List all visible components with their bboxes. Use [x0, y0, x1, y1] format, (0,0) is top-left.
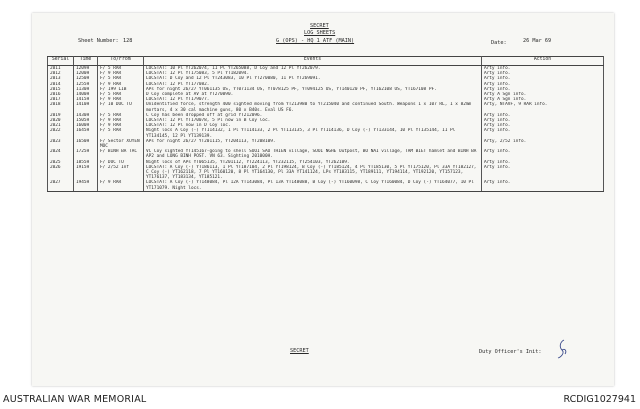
row-action: Arty info. [482, 82, 604, 87]
row-serial: 2021 [48, 123, 74, 128]
row-action: Arty info. [482, 128, 604, 138]
classification-bottom: SECRET [290, 348, 309, 354]
row-time: 1505H [74, 118, 98, 123]
unit-heading: G (OPS) - HQ 1 ATF (MAIN) [276, 38, 355, 44]
row-serial: 2020 [48, 118, 74, 123]
date-label: Date: [491, 40, 507, 46]
row-event: D Coy complete at AV at YT270090. [144, 92, 482, 97]
row-to-from: F/ 5 RAR [98, 76, 144, 81]
row-time: 1600H [74, 123, 98, 128]
row-time: 1645H [74, 128, 98, 138]
table-row [48, 128, 604, 138]
row-event: LOCSTAT: 12 Pl YT175083, 5 Pl YT182094. [144, 71, 482, 76]
sheet-number-value: 128 [123, 38, 133, 44]
column-header-events: Events [144, 57, 482, 66]
row-to-from: F/ DUC TU [98, 160, 144, 165]
row-event: VC Coy sighted YT145167-going to shell SUOI SAO THIEN village, SUOI NGHE Outpost, BO NAI village, TAM BIET hamlet and BINH BA AP2 and LONG BINH POST. VN 63. Sighting 201000H. [144, 149, 482, 159]
column-header-time: Time [74, 57, 98, 66]
row-serial: 2017 [48, 97, 74, 102]
row-to-from: F/ 9 RAR [98, 118, 144, 123]
row-time: 1650H [74, 139, 98, 149]
row-serial: 2016 [48, 92, 74, 97]
events-log-table [47, 56, 604, 192]
row-action: Arty info. [482, 76, 604, 81]
row-time: 1945H [74, 180, 98, 191]
row-time: 1130H [74, 87, 98, 92]
row-to-from: F/ 9 RAR [98, 123, 144, 128]
row-time: 1200H [74, 71, 98, 76]
row-serial: 2012 [48, 71, 74, 76]
row-to-from: F/ 5 RAR [98, 128, 144, 138]
row-time: 1250H [74, 76, 98, 81]
row-to-from: F/ 2/52 Inf [98, 165, 144, 181]
row-event: APs for night 26/27 YT061135 US, YT071134 US, YT078125 PF, YT094125 US, YT140120 PF, YT162108 US, YT167108 PF. [144, 87, 482, 92]
row-time: 1400H [74, 92, 98, 97]
row-action: Arty A Sgn info. [482, 92, 604, 97]
date-value: 26 Mar 69 [523, 38, 552, 44]
row-action: Arty info. [482, 113, 604, 118]
row-time: 1915H [74, 165, 98, 181]
row-serial: 2022 [48, 128, 74, 138]
row-event: LOCSTAT: 12 Pl now in D Coy loc. [144, 123, 482, 128]
row-serial: 2018 [48, 102, 74, 112]
row-event: LOCSTAT: A Coy (-) YT186113, 1 Pl YT187104, 2 Pl YT198124, B Coy (-) YT185124, 4 Pl YT185130, 5 Pl YT175120, Pl 33A YT182127, C Coy (-) YT162118, 7 Pl YT160120, 8 Pl YT164130, Pl 33A YT141124, LPs YT183115, YT189111, YT194114, YT192120, YT157123, YT176137, YT183134, YT185121. [144, 165, 482, 181]
table-row [48, 180, 604, 191]
row-action: Arty A Sgn info. [482, 97, 604, 102]
row-to-from: F/ 5 RAR [98, 113, 144, 118]
archive-id: RCDIG1027941 [563, 394, 636, 405]
row-event: LOCSTAT: A Coy (-) YT148084, Pl 12A YT143084, Pl 13A YT148088, B Coy (-) YT160098, C Coy YT160084, D Coy (-) YT164077, 10 Pl YT171079. Night locs. [144, 180, 482, 191]
row-serial: 2015 [48, 87, 74, 92]
row-event: LOCSTAT: 12 Pl YT170078, 5 Pl now in B Coy loc. [144, 118, 482, 123]
row-event: LOCSTAT: 12 Pl YT177082. [144, 82, 482, 87]
row-event: LOCSTAT: 12 Pl YT179077. [144, 97, 482, 102]
duty-officer-signature [556, 338, 570, 360]
row-to-from: F/ 10 DUC TU [98, 102, 144, 112]
classification-top: SECRET [310, 23, 329, 29]
row-event: Night locs of APs YT065135, YT201112, YT224113, YT232115, YT254103, YT262109. [144, 160, 482, 165]
row-event: Night locs A Coy (-) YT114132, 1 Pl YT114133, 2 Pl YT113135, 3 Pl YT114136, D Coy (-) YT133144, 10 Pl YT135144, 11 Pl YT134145, 12 Pl YT139139. [144, 128, 482, 138]
row-serial: 2019 [48, 113, 74, 118]
row-to-from: F/ Sector XUYEN MOC [98, 139, 144, 149]
sheet-number-label: Sheet Number: [78, 38, 119, 44]
row-time: 1415H [74, 97, 98, 102]
duty-officer-label: Duty Officer's Init: [479, 349, 542, 355]
row-serial: 2014 [48, 82, 74, 87]
row-to-from: F/ 9 RAR [98, 71, 144, 76]
row-serial: 2023 [48, 139, 74, 149]
row-action: Arty info. [482, 118, 604, 123]
row-action: Arty, NTAVF, 9 RAR info. [482, 102, 604, 112]
row-event: LOCSTAT: D Coy and 12 Pl YT243083, 10 Pl YT270080, 11 Pl YT269091. [144, 76, 482, 81]
table-row [48, 165, 604, 181]
row-serial: 2026 [48, 165, 74, 181]
row-to-from: F/ 5 RAR [98, 66, 144, 72]
row-action: Arty, 2/52 info. [482, 139, 604, 149]
row-time: 1725H [74, 149, 98, 159]
row-time: 1410H [74, 102, 98, 112]
row-to-from: F/ 9 RAR [98, 97, 144, 102]
row-action: Arty info. [482, 123, 604, 128]
row-action: Arty info. [482, 87, 604, 92]
row-event: C Coy has been dropped off at grid YT212096. [144, 113, 482, 118]
column-header-action: Action [482, 57, 604, 66]
row-serial: 2024 [48, 149, 74, 159]
archive-name: AUSTRALIAN WAR MEMORIAL [3, 394, 147, 405]
column-header-to-from: To/From [98, 57, 144, 66]
row-action: Arty info. [482, 71, 604, 76]
row-to-from: F/ 9 RAR [98, 180, 144, 191]
row-event: Unidentified force, strength 400 sighted moving from YT213980 to YT215040 and continued South. Weapons 1 x 107 RL, 1 x 82mm mortars, 4 x 30 cal machine guns, 80 x B40s. Eval US F6. [144, 102, 482, 112]
table-row [48, 139, 604, 149]
table-body [48, 66, 604, 192]
row-to-from: F/ 199 LIB [98, 87, 144, 92]
row-serial: 2013 [48, 76, 74, 81]
row-to-from: F/ BINH BA TAC [98, 149, 144, 159]
row-serial: 2025 [48, 160, 74, 165]
row-action: Arty info. [482, 165, 604, 181]
row-time: 1255H [74, 82, 98, 87]
row-serial: 2011 [48, 66, 74, 72]
row-event: LOCSTAT: 10 Pl YT262074, 11 Pl YT265088, D Coy and 12 Pl YT262079. [144, 66, 482, 72]
row-action: Arty info. [482, 66, 604, 72]
row-to-from: F/ 9 RAR [98, 82, 144, 87]
table-row [48, 102, 604, 112]
log-sheets-title: LOG SHEETS [304, 30, 336, 36]
table-row [48, 149, 604, 159]
row-to-from: F/ 5 RAR [98, 92, 144, 97]
row-action: Arty info. [482, 160, 604, 165]
row-time: 1430H [74, 113, 98, 118]
row-time: 1209H [74, 66, 98, 72]
row-serial: 2027 [48, 180, 74, 191]
row-time: 1855H [74, 160, 98, 165]
column-header-serial: Serial [48, 57, 74, 66]
row-event: APs for night 26/27 YT201115, YT204113, YT208109. [144, 139, 482, 149]
table-header-row [48, 57, 604, 66]
row-action: Arty info. [482, 149, 604, 159]
row-action: Arty info. [482, 180, 604, 191]
